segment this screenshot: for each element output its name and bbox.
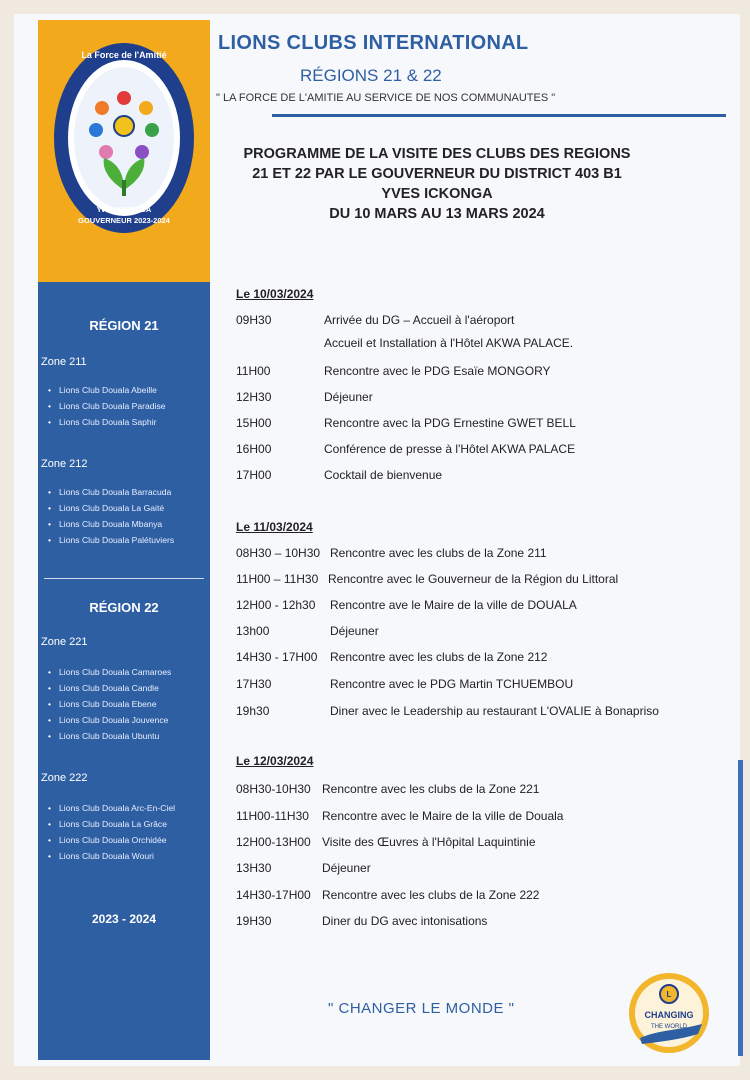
day-heading: Le 10/03/2024 [236, 287, 314, 301]
schedule-row [236, 809, 564, 823]
schedule-row [236, 416, 576, 430]
schedule-activity: Rencontre avec les clubs de la Zone 221 [322, 782, 540, 796]
list-item: • Lions Club Douala Saphir [48, 414, 166, 430]
schedule-time: 14H30-17H00 [236, 888, 311, 902]
year-label: 2023 - 2024 [91, 912, 157, 926]
list-item: • Lions Club Douala Ebene [48, 696, 171, 712]
schedule-activity: Rencontre ave le Maire de la ville de DOUALA [330, 598, 577, 612]
schedule-row [236, 888, 540, 902]
schedule-row [236, 390, 373, 404]
schedule-time: 14H30 - 17H00 [236, 650, 318, 664]
list-item: • Lions Club Douala Ubuntu [48, 728, 171, 744]
schedule-row [236, 468, 443, 482]
header-rule [272, 114, 726, 117]
list-item: • Lions Club Douala Arc-En-Ciel [48, 800, 175, 816]
schedule-time: 19H30 [236, 914, 272, 928]
programme-title-line: DU 10 MARS AU 13 MARS 2024 [329, 206, 545, 222]
schedule-activity: Rencontre avec la PDG Ernestine GWET BELL [324, 416, 576, 430]
list-item: • Lions Club Douala Orchidée [48, 832, 175, 848]
logo-panel [38, 20, 210, 282]
org-title: LIONS CLUBS INTERNATIONAL [218, 32, 529, 54]
schedule-time: 17H30 [236, 677, 272, 691]
schedule-row [236, 914, 488, 928]
schedule-activity: Déjeuner [324, 390, 373, 404]
schedule-time: 17H00 [236, 468, 272, 482]
motto: " LA FORCE DE L'AMITIE AU SERVICE DE NOS COMMUNAUTES " [216, 92, 556, 104]
zone-221-club-list [48, 664, 171, 744]
schedule-activity: Arrivée du DG – Accueil à l'aéroport [324, 313, 515, 327]
zone-221-title: Zone 221 [41, 636, 88, 648]
schedule-activity: Déjeuner [330, 624, 379, 638]
schedule-activity: Rencontre avec les clubs de la Zone 222 [322, 888, 540, 902]
schedule-activity: Rencontre avec les clubs de la Zone 212 [330, 650, 548, 664]
schedule-activity: Rencontre avec le PDG Martin TCHUEMBOU [330, 677, 574, 691]
zone-222-club-list [48, 800, 175, 864]
changing-the-world-badge-icon [628, 972, 710, 1054]
schedule-time: 08H30-10H30 [236, 782, 311, 796]
schedule-activity: Diner du DG avec intonisations [322, 914, 488, 928]
schedule-time: 12H00-13H00 [236, 835, 311, 849]
zone-212-club-list [48, 484, 174, 548]
schedule-activity: Déjeuner [322, 861, 371, 875]
schedule-row [236, 364, 551, 378]
schedule-row [236, 598, 577, 612]
schedule-time: 13h00 [236, 624, 270, 638]
programme-title-line: YVES ICKONGA [381, 186, 493, 202]
list-item: • Lions Club Douala Jouvence [48, 712, 171, 728]
schedule-activity: Rencontre avec les clubs de la Zone 211 [330, 546, 547, 560]
schedule-time: 08H30 – 10H30 [236, 546, 321, 560]
sidebar [38, 20, 210, 1060]
programme-title-line: PROGRAMME DE LA VISITE DES CLUBS DES REGIONS [243, 146, 631, 162]
day-heading: Le 11/03/2024 [236, 520, 313, 534]
list-item: • Lions Club Douala Wouri [48, 848, 175, 864]
svg-text:L: L [666, 990, 672, 999]
list-item: • Lions Club Douala Barracuda [48, 484, 174, 500]
day-heading: Le 12/03/2024 [236, 754, 314, 768]
list-item: • Lions Club Douala Palétuviers [48, 532, 174, 548]
zone-222-title: Zone 222 [41, 772, 88, 784]
schedule-row [236, 313, 515, 327]
schedule-time: 19h30 [236, 704, 270, 718]
schedule-activity: Cocktail de bienvenue [324, 468, 443, 482]
region-22-title: RÉGION 22 [89, 600, 159, 615]
schedule-time: 16H00 [236, 442, 272, 456]
schedule-time: 12H30 [236, 390, 272, 404]
schedule-activity: Diner avec le Leadership au restaurant L'OVALIE à Bonapriso [330, 704, 659, 718]
schedule-row [236, 861, 371, 875]
schedule-activity: Rencontre avec le Gouverneur de la Région du Littoral [328, 572, 619, 586]
schedule-time: 15H00 [236, 416, 272, 430]
zone-212-title: Zone 212 [41, 458, 88, 470]
list-item: • Lions Club Douala Camaroes [48, 664, 171, 680]
schedule-row [236, 650, 548, 664]
list-item: • Lions Club Douala Candle [48, 680, 171, 696]
schedule-activity: Accueil et Installation à l'Hôtel AKWA PALACE. [324, 336, 574, 350]
schedule-time: 13H30 [236, 861, 272, 875]
region-divider [44, 578, 204, 579]
schedule-row [236, 704, 659, 718]
list-item: • Lions Club Douala Abeille [48, 382, 166, 398]
schedule-activity: Rencontre avec le PDG Esaïe MONGORY [324, 364, 551, 378]
schedule-row [236, 572, 619, 586]
schedule-activity: Rencontre avec le Maire de la ville de Douala [322, 809, 564, 823]
schedule-row [236, 546, 547, 560]
svg-text:La Force de l'Amitié: La Force de l'Amitié [81, 50, 167, 60]
schedule-activity: Conférence de presse à l'Hôtel AKWA PALACE [324, 442, 576, 456]
schedule-time: 11H00-11H30 [236, 809, 309, 823]
zone-211-club-list [48, 382, 166, 430]
schedule-activity: Visite des Œuvres à l'Hôpital Laquintinie [322, 835, 536, 849]
schedule-row [236, 782, 540, 796]
list-item: • Lions Club Douala Mbanya [48, 516, 174, 532]
programme-title-line: 21 ET 22 PAR LE GOUVERNEUR DU DISTRICT 403 B1 [252, 166, 622, 182]
schedule-row [236, 442, 576, 456]
list-item: • Lions Club Douala Paradise [48, 398, 166, 414]
schedule-row [236, 835, 536, 849]
schedule-time: 11H00 – 11H30 [236, 572, 319, 586]
schedule-time: 09H30 [236, 313, 272, 327]
badge-text: THE WORLD [651, 1024, 687, 1030]
schedule-time: 12H00 - 12h30 [236, 598, 316, 612]
svg-text:GOUVERNEUR 2023-2024: GOUVERNEUR 2023-2024 [78, 216, 170, 225]
right-accent-bar [738, 760, 743, 1056]
svg-text:Yves ICKONGA: Yves ICKONGA [96, 205, 152, 214]
list-item: • Lions Club Douala La Gaité [48, 500, 174, 516]
schedule-row [236, 677, 574, 691]
schedule-row [236, 624, 379, 638]
badge-text: CHANGING [644, 1010, 694, 1020]
region-21-title: RÉGION 21 [89, 318, 159, 333]
zone-211-title: Zone 211 [41, 356, 87, 368]
programme-title [222, 144, 652, 224]
lions-district-logo-icon [52, 40, 196, 236]
slogan: " CHANGER LE MONDE " [328, 1000, 515, 1017]
schedule-time: 11H00 [236, 364, 271, 378]
regions-subtitle: RÉGIONS 21 & 22 [300, 66, 442, 85]
list-item: • Lions Club Douala La Grâce [48, 816, 175, 832]
